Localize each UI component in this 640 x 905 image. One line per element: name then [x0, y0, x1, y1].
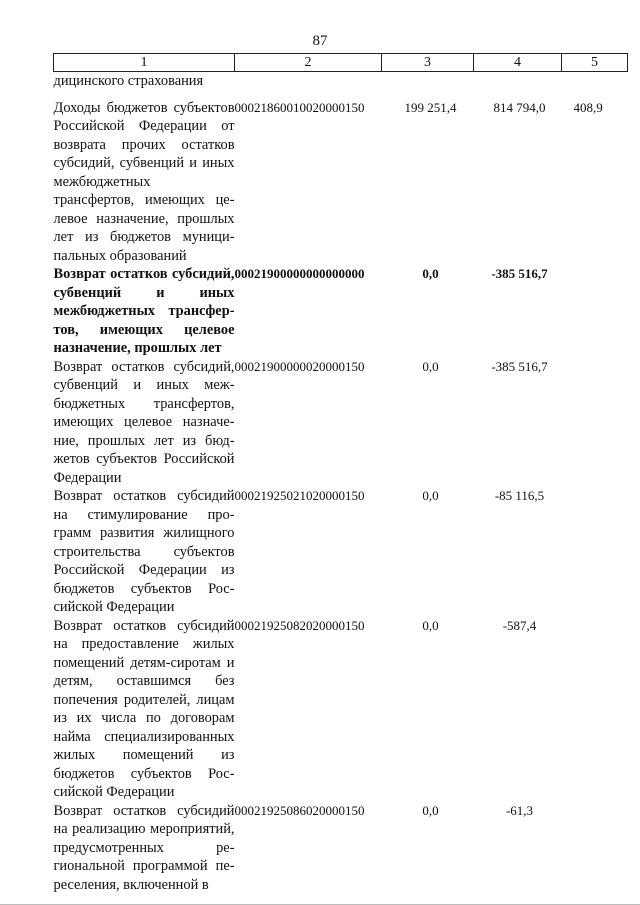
table-row — [54, 487, 628, 617]
row-code — [235, 72, 382, 97]
row-name: Возврат остатков субсидий на стимулирование программ развития жилищного строительства субъектов Российской Федерации из бюджетов субъектов Российской Федерации — [53, 488, 235, 615]
row-code: 00021860010020000150 — [234, 99, 365, 115]
row-value-4: -85 116,5 — [494, 488, 545, 503]
budget-table — [53, 53, 628, 894]
row-value-5 — [562, 72, 628, 97]
row-name: дицинского страхования — [53, 73, 204, 89]
row-value-5 — [562, 265, 628, 358]
row-value-5 — [562, 487, 628, 617]
row-name: Возврат остатков субсидий, субвенций и иных межбюджетных трансфертов, имеющих целевое назначение, прошлых лет из бюджетов субъектов Российской Федерации — [53, 358, 235, 486]
row-value-3: 199 251,4 — [404, 99, 457, 115]
row-value-3: 0,0 — [422, 266, 439, 281]
row-value-5 — [562, 358, 628, 488]
row-value-5 — [562, 617, 628, 802]
row-value-3: 0,0 — [422, 488, 439, 503]
row-code: 00021925021020000150 — [234, 488, 365, 503]
row-code: 00021900000000000000 — [234, 266, 365, 281]
column-number-header-row — [54, 54, 628, 72]
row-name: Возврат остатков субсидий на реализацию мероприятий, предусмотренных региональной программой переселения, включенной в — [53, 802, 235, 893]
table-row — [54, 72, 628, 97]
row-code: 00021925082020000150 — [234, 617, 365, 633]
page-number: 87 — [312, 33, 328, 49]
row-value-4: -385 516,7 — [491, 358, 548, 374]
column-number-2: 2 — [235, 54, 382, 72]
table-row — [54, 265, 628, 358]
table-row — [54, 97, 628, 266]
row-value-3 — [382, 72, 474, 97]
table-row — [54, 802, 628, 895]
row-name: Возврат остатков субсидий, субвенций и иных межбюджетных трансфертов, имеющих целевое назначение, прошлых лет — [53, 266, 235, 356]
row-value-4: -61,3 — [505, 802, 534, 818]
row-value-4 — [474, 72, 562, 97]
table-row — [54, 358, 628, 488]
row-value-5: 408,9 — [573, 99, 603, 115]
row-value-5 — [562, 802, 628, 895]
row-name: Доходы бюджетов субъектов Российской Федерации от возврата прочих остатков субсидий, субвенций и иных межбюджетных трансфертов, имеющих целевое назначение, прошлых лет из бюджетов муниципальных образований — [53, 99, 235, 264]
column-number-3: 3 — [382, 54, 474, 72]
row-code: 00021900000020000150 — [234, 358, 365, 374]
column-number-5: 5 — [562, 54, 628, 72]
row-value-3: 0,0 — [422, 617, 439, 633]
table-row — [54, 617, 628, 802]
row-name: Возврат остатков субсидий на предоставление жилых помещений детям-сиротам и детям, оставшимся без попечения родителей, лицам из их числа по договорам найма специализированных жилых помещений из бюджетов субъектов Российской Федерации — [53, 617, 235, 800]
row-value-4: -385 516,7 — [491, 266, 548, 281]
row-value-4: -587,4 — [502, 617, 537, 633]
row-value-3: 0,0 — [422, 358, 439, 374]
row-value-3: 0,0 — [422, 802, 439, 818]
column-number-1: 1 — [54, 54, 235, 72]
row-value-4: 814 794,0 — [493, 99, 546, 115]
column-number-4: 4 — [474, 54, 562, 72]
row-code: 00021925086020000150 — [234, 802, 365, 818]
